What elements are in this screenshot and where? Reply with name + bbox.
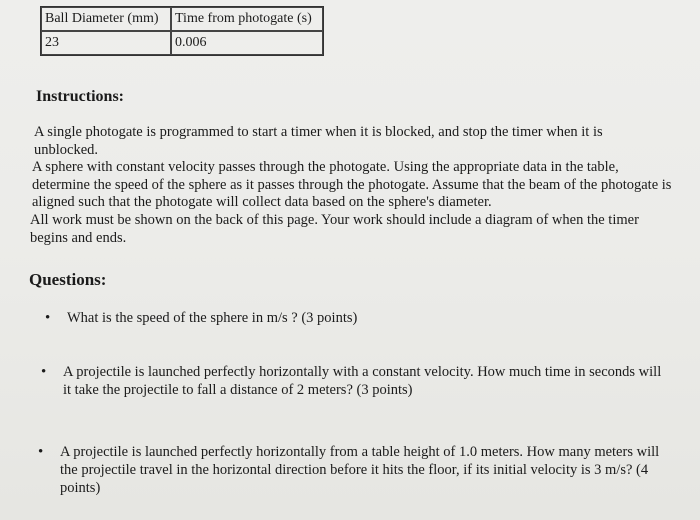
instructions-heading: Instructions:	[36, 88, 125, 105]
question-item-3	[38, 443, 675, 497]
table-row	[41, 31, 323, 55]
cell-ball-diameter: 23	[41, 31, 171, 55]
instruction-paragraph-1: A single photogate is programmed to start a timer when it is blocked, and stop the timer when it is unblocked.	[34, 124, 603, 158]
data-table	[40, 6, 324, 56]
bullet-icon: •	[38, 444, 44, 460]
instruction-paragraph-2: A sphere with constant velocity passes through the photogate. Using the appropriate data in the table, determine the speed of the sphere as it passes through the photogate. Assume that the beam of the photogate is aligned such that the photogate will collect data based on the sphere's diameter.	[32, 159, 672, 210]
instruction-paragraph-3: All work must be shown on the back of this page. Your work should include a diagram of when the timer begins and ends.	[30, 212, 639, 246]
bullet-icon: •	[45, 310, 51, 326]
header-time-photogate: Time from photogate (s)	[171, 7, 323, 31]
question-text-2: A projectile is launched perfectly horizontally with a constant velocity. How much time in seconds will it take the projectile to fall a distance of 2 meters? (3 points)	[63, 364, 662, 398]
question-item-2	[41, 363, 663, 399]
bullet-icon: •	[41, 364, 47, 380]
questions-heading: Questions:	[29, 270, 107, 289]
question-text-3: A projectile is launched perfectly horizontally from a table height of 1.0 meters. How many meters will the projectile travel in the horizontal direction before it hits the floor, if its initial velocity is 3 m/s? (4 points)	[60, 444, 660, 496]
cell-time-photogate: 0.006	[171, 31, 323, 55]
question-item-1	[45, 309, 667, 327]
header-ball-diameter: Ball Diameter (mm)	[41, 7, 171, 31]
table-header-row	[41, 7, 323, 31]
question-text-1: What is the speed of the sphere in m/s ? (3 points)	[67, 310, 358, 326]
